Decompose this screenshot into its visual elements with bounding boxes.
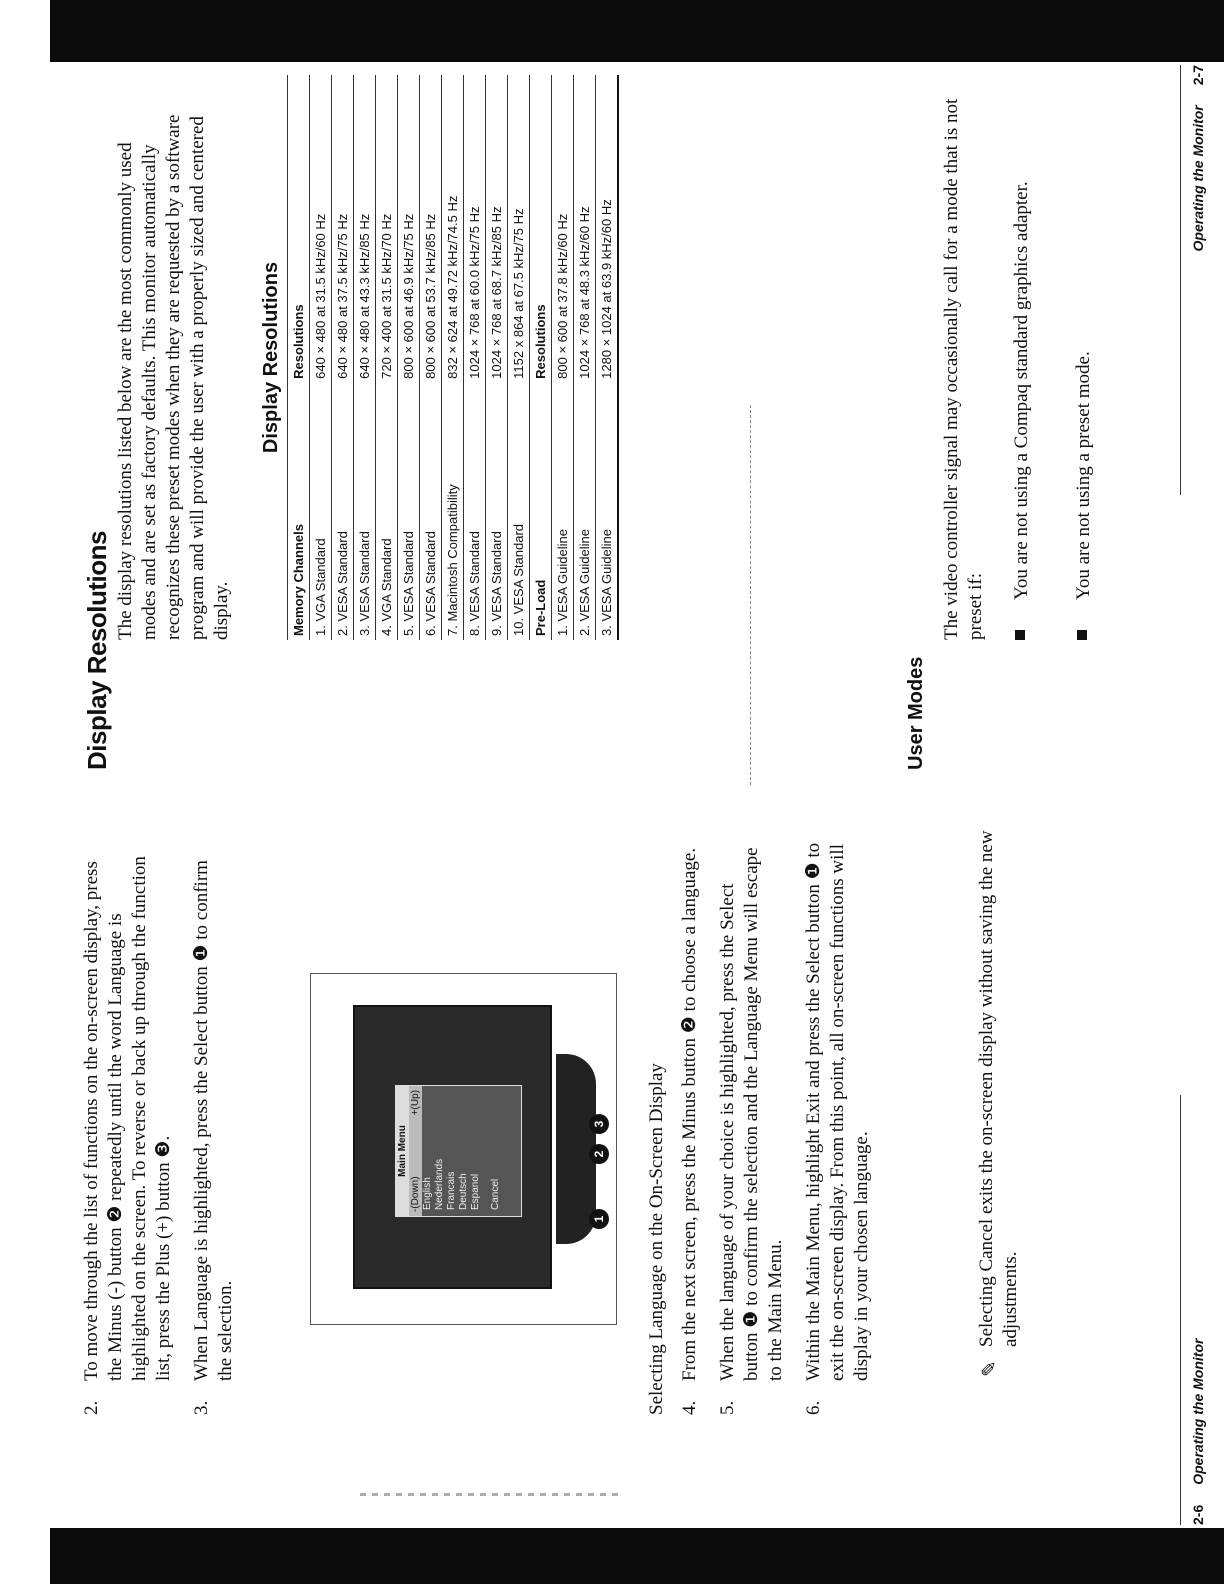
table-row: 1. VESA Guideline 800 × 600 at 37.8 kHz/60 Hz bbox=[552, 75, 574, 640]
table-row: 3. VESA Standard 640 × 480 at 43.3 kHz/85 Hz bbox=[354, 75, 376, 640]
left-footer bbox=[1190, 1339, 1206, 1525]
left-page-number: 2-6 bbox=[1190, 1504, 1206, 1525]
steps-list-b bbox=[678, 835, 888, 1415]
step-3-text: When Language is highlighted, press the Select button ❶ to confirm the selection. bbox=[191, 860, 236, 1381]
pencil-icon: ✎ bbox=[977, 1360, 1001, 1377]
table-row: 1. VGA Standard 640 × 480 at 31.5 kHz/60 Hz bbox=[310, 75, 332, 640]
step-6: 6. Within the Main Menu, highlight Exit and press the Select button ❶ to exit the on-screen display. From this point, all on-screen functions will display in your chosen language. bbox=[803, 842, 872, 1415]
step-5: 5. When the language of your choice is highlighted, press the Select button ❶ to confirm the selection and the Language Menu will escape to the Main Menu. bbox=[717, 847, 786, 1415]
step-5-text: When the language of your choice is highlighted, press the Select button ❶ to confirm the selection and the Language Menu will escape to the Main Menu. bbox=[717, 847, 786, 1381]
steps-list-a bbox=[80, 835, 252, 1415]
osd-up: +(Up) bbox=[410, 1090, 421, 1116]
left-page bbox=[50, 800, 1224, 1525]
bullet-item: You are not using a preset mode. bbox=[1072, 50, 1096, 640]
col-resolutions: Resolutions bbox=[288, 75, 310, 383]
table-row: 7. Macintosh Compatibility 832 × 624 at 49.72 kHz/74.5 Hz bbox=[442, 75, 464, 640]
osd-item: Deutsch bbox=[458, 1173, 469, 1210]
osd-item: Nederlands bbox=[434, 1158, 445, 1210]
monitor-screen bbox=[353, 1005, 552, 1289]
step-3: 3. When Language is highlighted, press the Select button ❶ to confirm the selection. bbox=[191, 860, 236, 1415]
table-row: 2. VESA Guideline 1024 × 768 at 48.3 kHz/60 Hz bbox=[574, 75, 596, 640]
top-scan-bar bbox=[50, 0, 1224, 62]
rotated-spread bbox=[50, 65, 1224, 1525]
table-row: 3. VESA Guideline 1280 × 1024 at 63.9 kHz/60 Hz bbox=[596, 75, 619, 640]
right-footer-title: Operating the Monitor bbox=[1190, 105, 1206, 252]
figure-caption: Selecting Language on the On-Screen Display bbox=[646, 1063, 667, 1415]
table-header bbox=[288, 75, 310, 640]
osd-cancel: Cancel bbox=[490, 1178, 501, 1210]
user-modes-text: The video controller signal may occasionally call for a mode that is not preset if: bbox=[941, 98, 986, 640]
table-row: 8. VESA Standard 1024 × 768 at 60.0 kHz/75 Hz bbox=[464, 75, 486, 640]
cancel-note: ✎ Selecting Cancel exits the on-screen display without saving the new adjustments. bbox=[976, 830, 1021, 1377]
step-2: 2. To move through the list of functions on the on-screen display, press the Minus (-) button ❷ repeatedly until the word Language is highlighted on the screen. To reverse or back up through the function list, press the Plus (+) button ❸. bbox=[81, 856, 174, 1415]
step-4-text: From the next screen, press the Minus button ❷ to choose a language. bbox=[679, 847, 700, 1381]
table-subheader: Pre-Load Resolutions bbox=[530, 75, 552, 640]
osd-main-menu bbox=[395, 1085, 522, 1217]
col-memory-channels: Memory Channels bbox=[288, 383, 310, 640]
step-2-text: To move through the list of functions on the on-screen display, press the Minus (-) button ❷ repeatedly until the word Language is highlighted on the screen. To reverse or back up through the function list, press the Plus (+) button ❸. bbox=[81, 856, 174, 1381]
table-row: 5. VESA Standard 800 × 600 at 46.9 kHz/75 Hz bbox=[398, 75, 420, 640]
osd-title: Main Menu bbox=[396, 1086, 409, 1216]
bullet-item: You are not using a Compaq standard graphics adapter. bbox=[1010, 50, 1034, 640]
osd-item: Francais bbox=[446, 1171, 457, 1210]
right-page bbox=[50, 65, 1224, 770]
bullet-square-icon bbox=[1077, 630, 1087, 640]
step-6-text: Within the Main Menu, highlight Exit and press the Select button ❶ to exit the on-screen display. From this point, all on-screen functions will display in your chosen language. bbox=[803, 842, 872, 1381]
right-footer bbox=[1190, 65, 1206, 251]
osd-down: -(Down) bbox=[410, 1176, 421, 1212]
resolutions-table bbox=[260, 75, 619, 640]
user-modes-heading: User Modes bbox=[905, 656, 927, 770]
table-row: 4. VGA Standard 720 × 400 at 31.5 kHz/70 Hz bbox=[376, 75, 398, 640]
table-row: 10. VESA Standard 1152 x 864 at 67.5 kHz/75 Hz bbox=[508, 75, 530, 640]
callout-1: 1 bbox=[589, 1209, 609, 1229]
callout-2: 2 bbox=[589, 1144, 609, 1164]
table-row: 2. VESA Standard 640 × 480 at 37.5 kHz/75 Hz bbox=[332, 75, 354, 640]
left-footer-rule bbox=[1180, 1095, 1181, 1525]
right-page-number: 2-7 bbox=[1190, 65, 1206, 86]
osd-nav bbox=[409, 1086, 422, 1216]
table-row: 9. VESA Standard 1024 × 768 at 68.7 kHz/85 Hz bbox=[486, 75, 508, 640]
monitor-figure bbox=[310, 973, 617, 1325]
left-footer-title: Operating the Monitor bbox=[1190, 1338, 1206, 1485]
osd-item: English bbox=[422, 1177, 433, 1210]
intro-paragraph: The display resolutions listed below are the most commonly used modes and are set as factory defaults. This monitor automatically recognizes these preset modes when they are requested by a software program and will provide the user with a properly sized and centered display. bbox=[115, 114, 232, 640]
bullet-square-icon bbox=[1015, 630, 1025, 640]
table-row: 6. VESA Standard 800 × 600 at 53.7 kHz/85 Hz bbox=[420, 75, 442, 640]
bottom-scan-bar bbox=[50, 1528, 1224, 1584]
callout-3: 3 bbox=[589, 1114, 609, 1134]
display-resolutions-heading: Display Resolutions bbox=[82, 531, 112, 770]
table-caption: Display Resolutions bbox=[260, 261, 282, 454]
osd-item: Espanol bbox=[470, 1173, 481, 1210]
step-4: 4. From the next screen, press the Minus button ❷ to choose a language. bbox=[679, 847, 700, 1415]
right-footer-rule bbox=[1180, 65, 1181, 495]
